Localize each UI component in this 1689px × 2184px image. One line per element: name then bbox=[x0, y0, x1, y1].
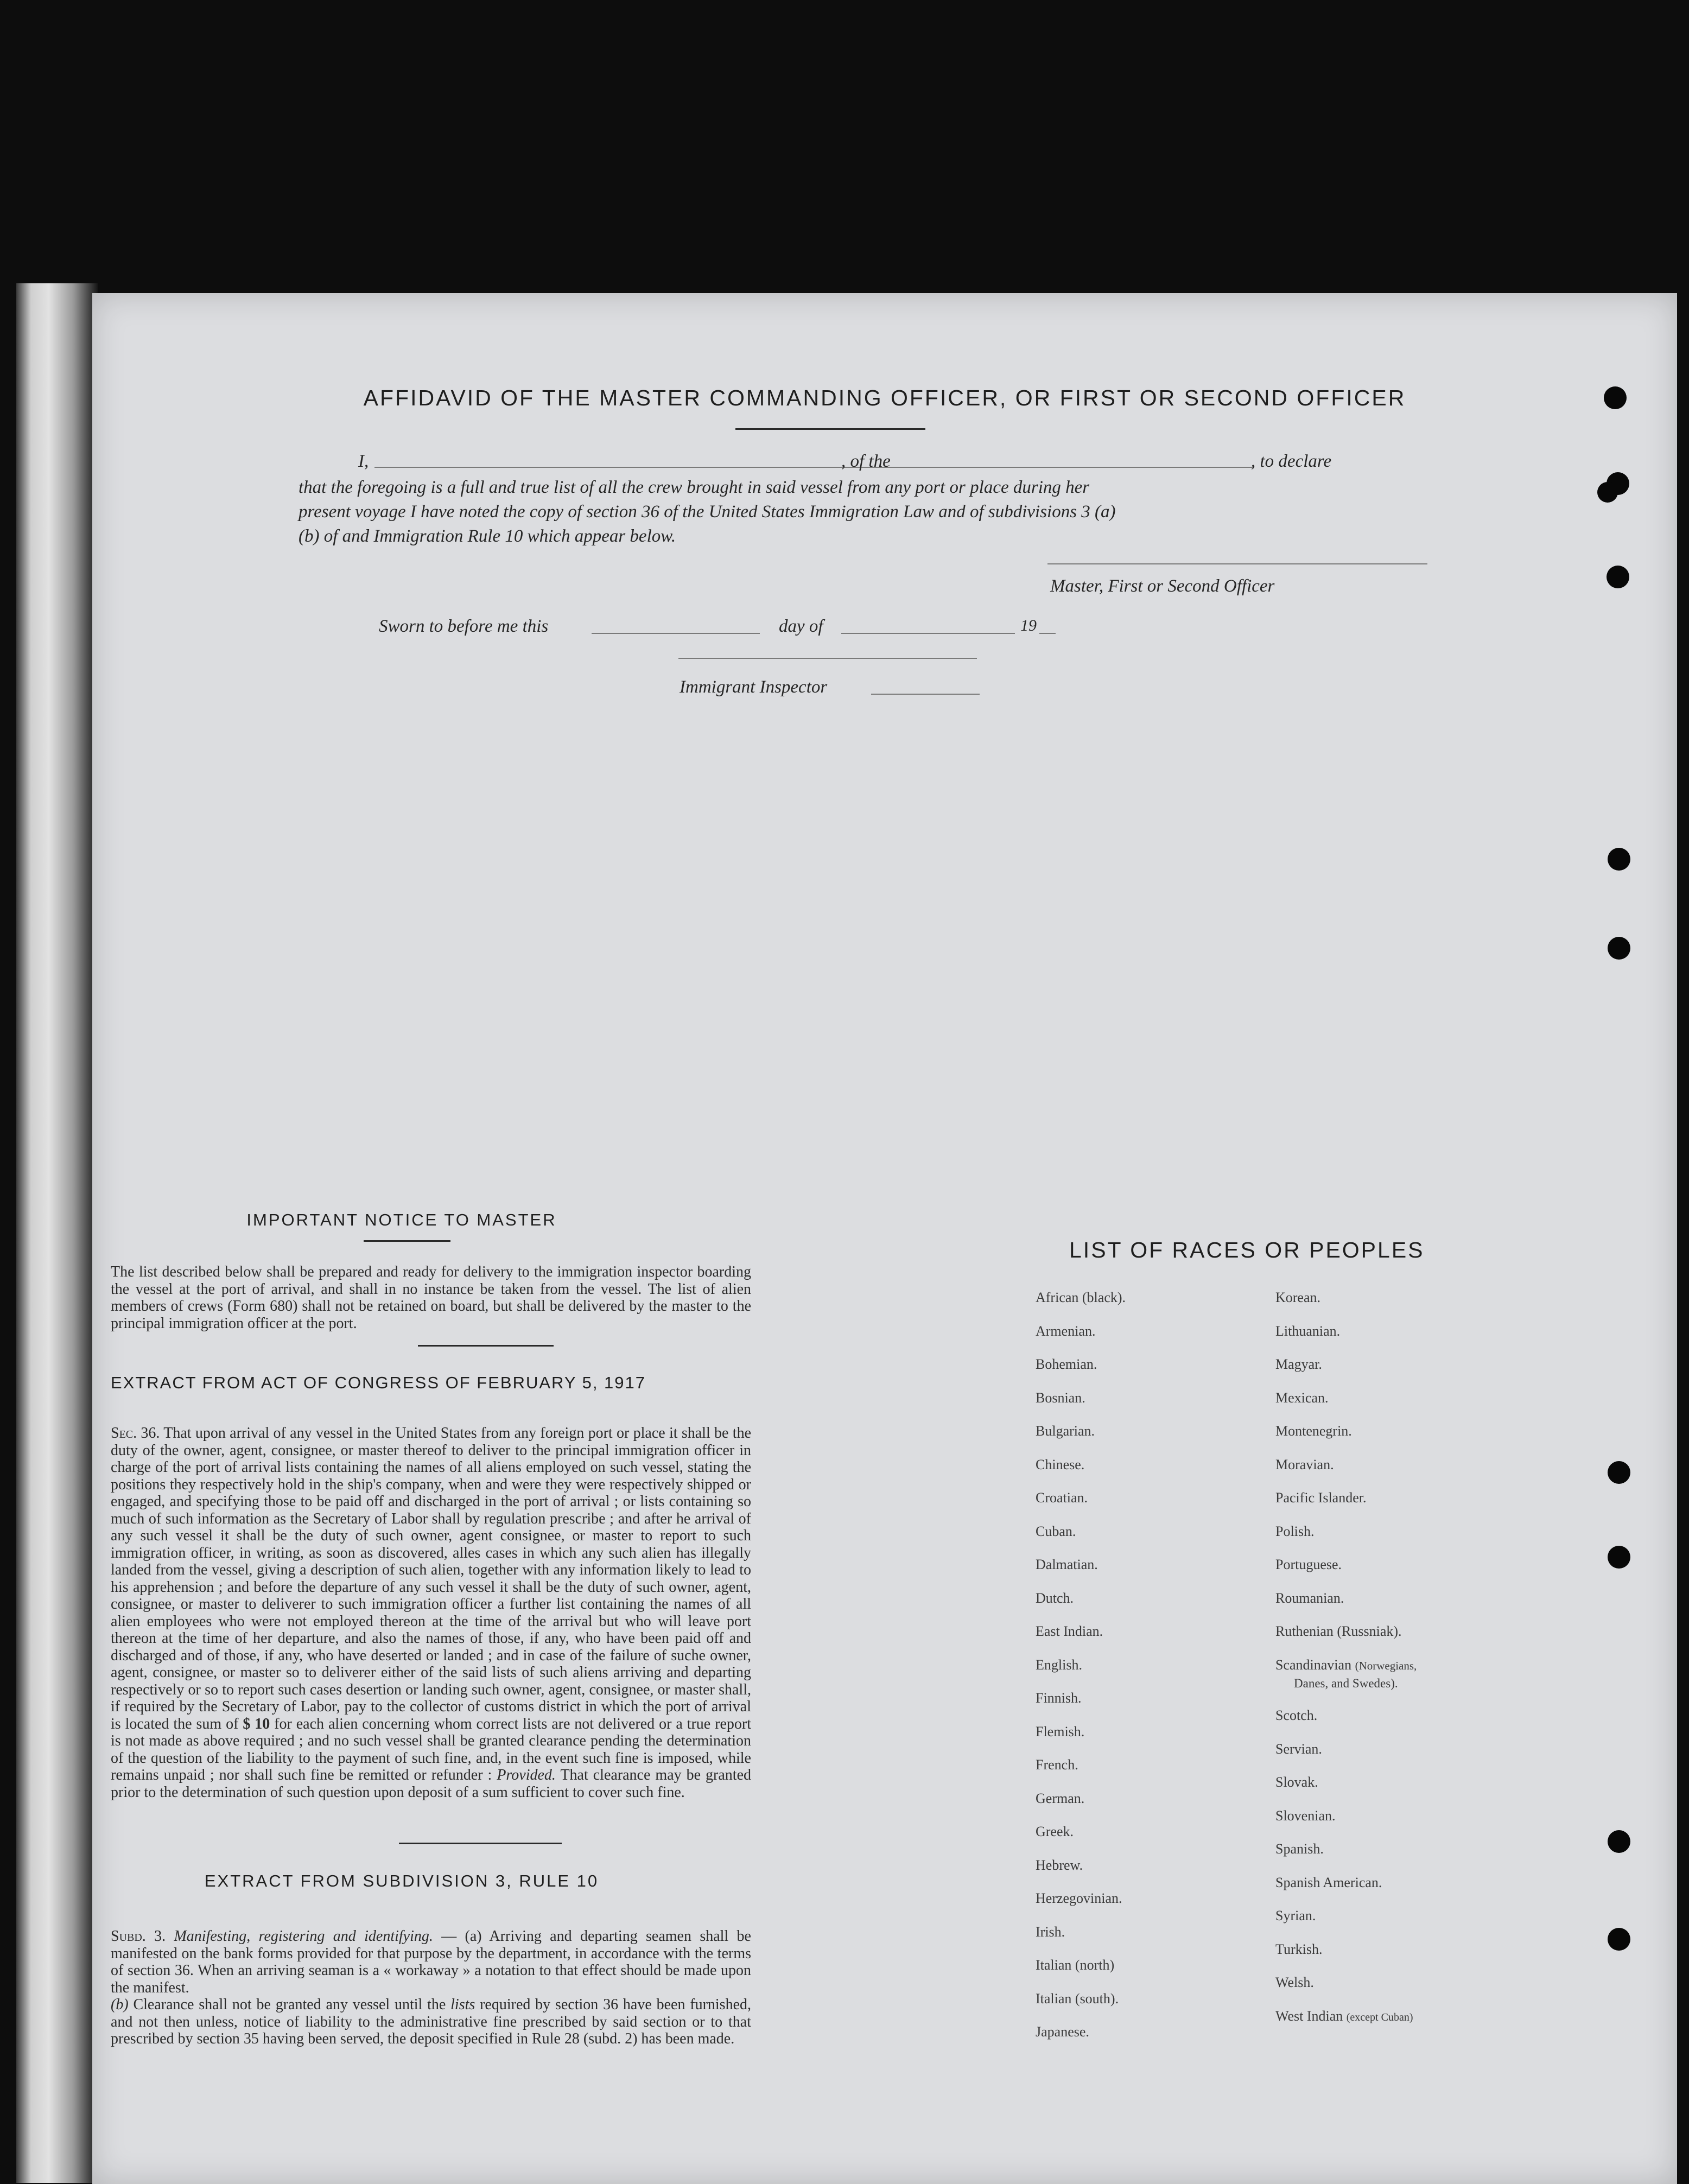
race-item: English. bbox=[1036, 1656, 1082, 1673]
race-item: Dutch. bbox=[1036, 1590, 1074, 1606]
provided-label: Provided. bbox=[497, 1767, 556, 1783]
act-extract-text bbox=[111, 1425, 751, 1801]
race-item: Hebrew. bbox=[1036, 1857, 1083, 1873]
section-text-part-2: for each alien concerning whom correct lists are not delivered or a true report is not made as above required ; and no such vessel shall be granted clearance pending the determination of the question of the liability to the payment of such fine, and, in the event such fine is imposed, while remains unpaid ; nor shall such fine be remitted or refunder : bbox=[111, 1715, 751, 1783]
race-item: Magyar. bbox=[1275, 1356, 1322, 1372]
race-item: Italian (north) bbox=[1036, 1957, 1115, 1973]
notice-title-underline bbox=[364, 1240, 450, 1242]
races-title: LIST OF RACES OR PEOPLES bbox=[1069, 1237, 1425, 1262]
races-left-column bbox=[1036, 1290, 1126, 2058]
race-item: Portuguese. bbox=[1275, 1557, 1342, 1572]
subd-b-label: (b) bbox=[111, 1996, 129, 2013]
inspector-name-field[interactable] bbox=[871, 694, 980, 695]
rule-extract-title: EXTRACT FROM SUBDIVISION 3, RULE 10 bbox=[204, 1871, 599, 1890]
race-item-scandinavian bbox=[1275, 1656, 1417, 1692]
race-item: Servian. bbox=[1275, 1741, 1322, 1757]
scandinavian-note-1: (Norwegians, bbox=[1355, 1659, 1417, 1672]
section-label: Sec. 36. bbox=[111, 1425, 160, 1442]
sworn-label: Sworn to before me this bbox=[379, 617, 549, 636]
year-prefix-label: 19 bbox=[1020, 617, 1037, 634]
scandinavian-label: Scandinavian bbox=[1275, 1657, 1352, 1673]
inspector-label: Immigrant Inspector bbox=[680, 677, 828, 697]
affidavit-i-label: I, bbox=[358, 452, 369, 471]
punch-hole bbox=[1608, 1546, 1630, 1569]
race-item: French. bbox=[1036, 1757, 1078, 1773]
affidavit-of-the: , of the bbox=[841, 452, 891, 471]
punch-hole bbox=[1608, 1461, 1630, 1484]
race-item: Irish. bbox=[1036, 1923, 1065, 1940]
race-item: Roumanian. bbox=[1275, 1590, 1344, 1606]
section-text-end: That clearance may be granted prior to the determination of such question upon deposit of a sum sufficient to cover such fine. bbox=[111, 1767, 752, 1801]
race-item: Lithuanian. bbox=[1275, 1323, 1341, 1339]
west-indian-label: West Indian bbox=[1275, 2008, 1343, 2024]
notice-divider bbox=[418, 1345, 554, 1347]
signature-line[interactable] bbox=[1047, 563, 1427, 564]
punch-hole bbox=[1608, 1928, 1630, 1951]
affidavit-line-2: that the foregoing is a full and true list of all the crew brought in said vessel from any port or place during her bbox=[299, 478, 1090, 497]
punch-hole bbox=[1608, 848, 1630, 871]
race-item: Flemish. bbox=[1036, 1723, 1085, 1739]
day-of-label: day of bbox=[779, 617, 823, 636]
punch-hole bbox=[1604, 386, 1627, 409]
punch-hole bbox=[1608, 1830, 1630, 1853]
race-item: Welsh. bbox=[1275, 1975, 1314, 1990]
race-item: Cuban. bbox=[1036, 1523, 1076, 1539]
race-item: Croatian. bbox=[1036, 1490, 1088, 1506]
title-underline bbox=[735, 428, 925, 430]
subd-a-label: — (a) bbox=[441, 1928, 482, 1945]
race-item: Syrian. bbox=[1275, 1908, 1316, 1923]
affidavit-to-declare: , to declare bbox=[1251, 452, 1332, 471]
race-item: Slovenian. bbox=[1275, 1807, 1336, 1824]
race-item: Slovak. bbox=[1275, 1774, 1318, 1790]
affidavit-title: AFFIDAVID OF THE MASTER COMMANDING OFFICER, OR FIRST OR SECOND OFFICER bbox=[363, 385, 1406, 410]
subdivision-label: Subd. 3. bbox=[111, 1928, 166, 1945]
race-item: Bohemian. bbox=[1036, 1356, 1097, 1372]
race-item: Italian (south). bbox=[1036, 1990, 1119, 2007]
race-item: Korean. bbox=[1275, 1290, 1321, 1305]
affidavit-line-4: (b) of and Immigration Rule 10 which appear below. bbox=[299, 526, 676, 546]
west-indian-note: (except Cuban) bbox=[1346, 2011, 1413, 2023]
act-extract-title: EXTRACT FROM ACT OF CONGRESS OF FEBRUARY 5, 1917 bbox=[111, 1373, 646, 1392]
rule-extract-text bbox=[111, 1928, 751, 2048]
notice-text: The list described below shall be prepared and ready for delivery to the immigration inspector boarding the vessel at the port of arrival, and shall in no instance be taken from the vessel. The list of alien members of crews (Form 680) shall not be retained on board, but shall be delivered by the master to the principal immigration officer at the port. bbox=[111, 1264, 751, 1332]
races-right-column-top bbox=[1275, 1290, 1402, 1657]
race-item: African (black). bbox=[1036, 1290, 1126, 1305]
scandinavian-note-2: Danes, and Swedes). bbox=[1294, 1677, 1398, 1690]
sworn-year-field[interactable] bbox=[1039, 633, 1056, 634]
inspector-signature-line[interactable] bbox=[678, 658, 977, 659]
race-item: Chinese. bbox=[1036, 1456, 1085, 1472]
race-item: German. bbox=[1036, 1790, 1085, 1806]
race-item: Ruthenian (Russniak). bbox=[1275, 1623, 1402, 1639]
fine-amount: $ 10 bbox=[243, 1715, 270, 1732]
race-item: Turkish. bbox=[1275, 1941, 1323, 1957]
race-item: Spanish American. bbox=[1275, 1874, 1382, 1890]
subd-b-text-2: required by section 36 have been furnished, and not then unless, notice of liability to the administrative fine prescribed by said section or to that prescribed by section 35 having been served, the deposit specified in Rule 28 (subd. 2) has been made. bbox=[111, 1996, 752, 2047]
vessel-name-field[interactable] bbox=[906, 467, 1254, 468]
race-item: Spanish. bbox=[1275, 1841, 1324, 1857]
punch-hole bbox=[1597, 482, 1618, 503]
race-item: Scotch. bbox=[1275, 1707, 1318, 1723]
subdivision-heading: Manifesting, registering and identifying. bbox=[174, 1928, 433, 1945]
affidavit-line-3: present voyage I have noted the copy of section 36 of the United States Immigration Law and of subdivisions 3 (a) bbox=[299, 502, 1116, 522]
race-item: East Indian. bbox=[1036, 1623, 1103, 1639]
race-item: Montenegrin. bbox=[1275, 1423, 1352, 1439]
sworn-month-field[interactable] bbox=[841, 633, 1015, 634]
race-item: Herzegovinian. bbox=[1036, 1890, 1122, 1906]
race-item: Bosnian. bbox=[1036, 1389, 1085, 1406]
race-item: Polish. bbox=[1275, 1523, 1315, 1539]
punch-hole bbox=[1608, 937, 1630, 960]
subd-b-text-1: Clearance shall not be granted any vessel until the bbox=[133, 1996, 446, 2013]
race-item: Greek. bbox=[1036, 1824, 1074, 1839]
page-binding-edge bbox=[16, 283, 98, 2183]
punch-hole bbox=[1607, 566, 1629, 588]
lists-word: lists bbox=[450, 1996, 475, 2013]
race-item: Armenian. bbox=[1036, 1323, 1096, 1339]
notice-title: IMPORTANT NOTICE TO MASTER bbox=[246, 1210, 557, 1229]
section-text-part-1: That upon arrival of any vessel in the United States from any foreign port or place it shall be the duty of the owner, agent, consignee, or master thereof to deliver to the principal immigration officer in charge of the port of arrival lists containing the names of all aliens employed on such vessel, stating the positions they respectively hold in the ship's company, when and were they were respectively shipped or engaged, and specifying those to be paid off and discharged in the port of arrival ; or lists containing so much of such information as the Secretary of Labor shall by regulation prescribe ; and after he arrival of any such vessel it shall be the duty of such owner, agent consignee, or master to report to such immigration officer, in writing, as soon as discovered, alles cases in which any such alien has illegally landed from the vessel, giving a description of such alien, together with any information likely to lead to his apprehension ; and before the departure of any such vessel it shall be the duty of such owner, agent, consignee, or master to deliverer to such immigration officer a further list containing the names of all alien employees who were not employed thereon at the time of the arrival but who will leave port thereon at the time of her departure, and also the names of those, if any, who have been paid off and discharged and of those, if any, who have deserted or landed ; and in case of the failure of suche owner, agent, consignee, or master so to deliverer either of the said lists of such aliens arriving and departing respectively or so to report such cases desertion or landing such owner, agent, consignee, or master shall, if required by the Secretary of Labor, pay to the collector of customs district in which the port of arrival is located the sum of bbox=[111, 1425, 751, 1732]
act-divider bbox=[399, 1843, 562, 1844]
subd-a-text: Arriving and departing seamen shall be manifested on the bank forms provided for that purpose by the department, in accordance with the terms of section 36. When an arriving seaman is a « workaway » a notation to that effect should be made upon the manifest. bbox=[111, 1928, 751, 1996]
race-item-west-indian bbox=[1275, 2008, 1413, 2024]
race-item: Japanese. bbox=[1036, 2024, 1089, 2040]
race-item: Pacific Islander. bbox=[1275, 1490, 1367, 1506]
signature-label: Master, First or Second Officer bbox=[1050, 576, 1275, 596]
race-item: Moravian. bbox=[1275, 1456, 1334, 1472]
races-right-column-bottom bbox=[1275, 1707, 1382, 2008]
sworn-day-field[interactable] bbox=[592, 633, 760, 634]
race-item: Finnish. bbox=[1036, 1690, 1082, 1706]
race-item: Mexican. bbox=[1275, 1389, 1329, 1406]
race-item: Bulgarian. bbox=[1036, 1423, 1095, 1439]
race-item: Dalmatian. bbox=[1036, 1557, 1098, 1572]
document-page bbox=[92, 293, 1677, 2184]
